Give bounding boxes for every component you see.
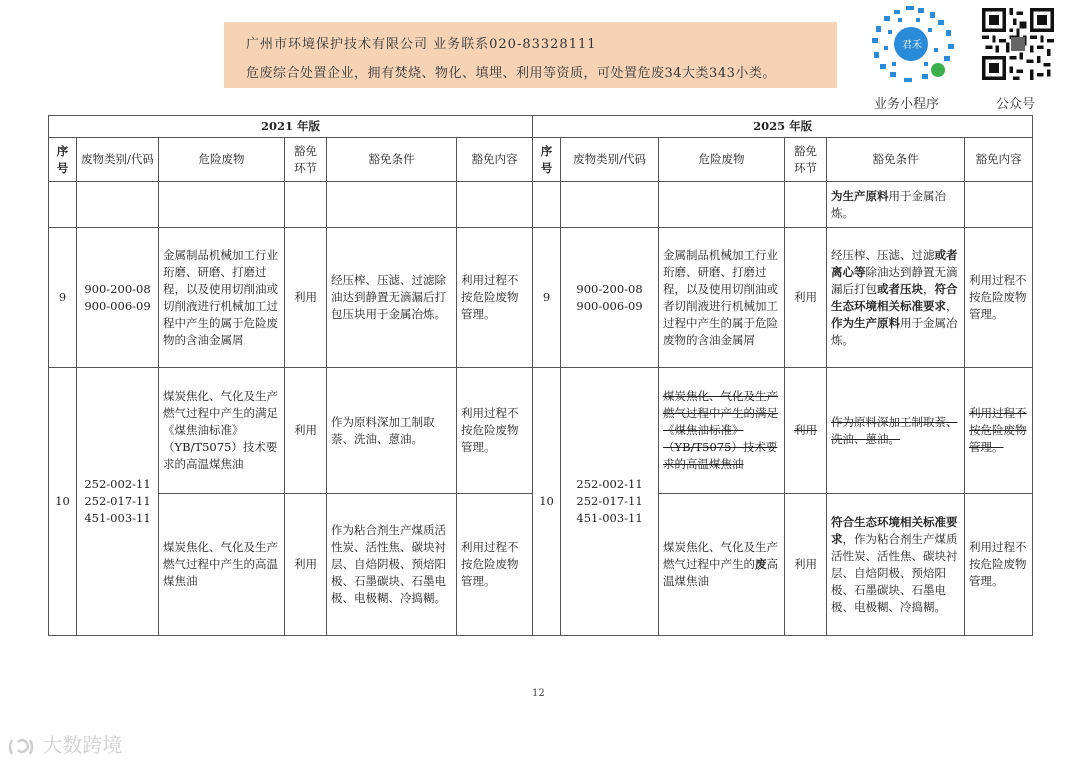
- miniprogram-caption: 业务小程序: [874, 97, 940, 112]
- row9-waste-2021: 金属制品机械加工行业珩磨、研磨、打磨过程，以及使用切削油或切削液进行机械加工过程中产生的属于危险废物的含油金属屑: [159, 228, 285, 368]
- col-header-no: 序号: [533, 138, 561, 182]
- exemption-comparison-table: [48, 115, 1033, 636]
- banner-description-line: 危废综合处置企业，拥有焚烧、物化、填埋、利用等资质，可处置危废34大类343小类。: [246, 66, 776, 81]
- row9-content-2021: 利用过程不按危险废物管理。: [457, 228, 533, 368]
- row9-stage-2021: 利用: [285, 228, 327, 368]
- col-header-content: 豁免内容: [965, 138, 1033, 182]
- row10-no-2025: 10: [533, 368, 561, 636]
- row9-no-2025: 9: [533, 228, 561, 368]
- group-header-2021: 2021 年版: [49, 116, 533, 138]
- company-banner: [224, 22, 837, 88]
- row9-no-2021: 9: [49, 228, 77, 368]
- row9-condition-2025: 经压榨、压滤、过滤或者离心等除油达到静置无滴漏后打包或者压块，符合生态环境相关标准要求，作为生产原料用于金属冶炼。: [827, 228, 965, 368]
- row10a-condition-2021: 作为原料深加工制取萘、洗油、蒽油。: [327, 368, 457, 494]
- row10a-condition-2025-deleted: 作为原料深加工制取萘、洗油、蒽油。: [827, 368, 965, 494]
- row10a-waste-2025-deleted: 煤炭焦化、气化及生产燃气过程中产生的满足《煤焦油标准》（YB/T5075）技术要求的高温煤焦油: [659, 368, 785, 494]
- col-header-stage: 豁免环节: [785, 138, 827, 182]
- row10a-content-2021: 利用过程不按危险废物管理。: [457, 368, 533, 494]
- row10-code-2021: 252-002-11 252-017-11 451-003-11: [77, 368, 159, 636]
- continuation-condition: 为生产原料用于金属冶炼。: [827, 182, 965, 228]
- row10-no-2021: 10: [49, 368, 77, 636]
- row9-condition-2021: 经压榨、压滤、过滤除油达到静置无滴漏后打包压块用于金属冶炼。: [327, 228, 457, 368]
- col-header-no: 序号: [49, 138, 77, 182]
- table-row-9: [49, 228, 1033, 368]
- page-number: 12: [532, 688, 545, 699]
- col-header-condition: 豁免条件: [827, 138, 965, 182]
- col-header-condition: 豁免条件: [327, 138, 457, 182]
- row10-code-2025: 252-002-11 252-017-11 451-003-11: [561, 368, 659, 636]
- row10b-waste-2025: 煤炭焦化、气化及生产燃气过程中产生的废高温煤焦油: [659, 494, 785, 636]
- row10b-condition-2025: 符合生态环境相关标准要求，作为粘合剂生产煤质活性炭、活性焦、碳块衬层、自焙阴极、预焙阳极、石墨碳块、石墨电极、电极糊、冷捣糊。: [827, 494, 965, 636]
- official-account-caption: 公众号: [996, 97, 1036, 112]
- col-header-waste: 危险废物: [659, 138, 785, 182]
- miniprogram-logo-text: 君禾: [902, 40, 922, 51]
- row9-content-2025: 利用过程不按危险废物管理。: [965, 228, 1033, 368]
- banner-contact-line: 广州市环境保护技术有限公司 业务联系020-83328111: [246, 37, 597, 52]
- table-row-continuation: [49, 182, 1033, 228]
- watermark-logo-icon: [8, 736, 36, 758]
- row9-waste-2025: 金属制品机械加工行业珩磨、研磨、打磨过程，以及使用切削油或者切削液进行机械加工过程中产生的属于危险废物的含油金属屑: [659, 228, 785, 368]
- row9-code-2021: 900-200-08 900-006-09: [77, 228, 159, 368]
- row9-code-2025: 900-200-08 900-006-09: [561, 228, 659, 368]
- watermark: [8, 729, 122, 758]
- row10b-content-2021: 利用过程不按危险废物管理。: [457, 494, 533, 636]
- col-header-code: 废物类别/代码: [561, 138, 659, 182]
- row10a-content-2025-deleted: 利用过程不按危险废物管理。: [965, 368, 1033, 494]
- row10b-content-2025: 利用过程不按危险废物管理。: [965, 494, 1033, 636]
- official-account-qr-icon: [982, 8, 1054, 80]
- row10b-condition-2021: 作为粘合剂生产煤质活性炭、活性焦、碳块衬层、自焙阴极、预焙阳极、石墨碳块、石墨电极、电极糊、冷捣糊。: [327, 494, 457, 636]
- watermark-text: 大数跨境: [42, 733, 123, 757]
- table-group-header-row: [49, 116, 1033, 138]
- row9-stage-2025: 利用: [785, 228, 827, 368]
- col-header-stage: 豁免环节: [285, 138, 327, 182]
- col-header-code: 废物类别/代码: [77, 138, 159, 182]
- group-header-2025: 2025 年版: [533, 116, 1033, 138]
- row10a-stage-2021: 利用: [285, 368, 327, 494]
- table-column-header-row: [49, 138, 1033, 182]
- table-row-10a: [49, 368, 1033, 494]
- col-header-waste: 危险废物: [159, 138, 285, 182]
- col-header-content: 豁免内容: [457, 138, 533, 182]
- row10b-stage-2021: 利用: [285, 494, 327, 636]
- row10a-stage-2025-deleted: 利用: [785, 368, 827, 494]
- row10a-waste-2021: 煤炭焦化、气化及生产燃气过程中产生的满足《煤焦油标准》（YB/T5075）技术要求的高温煤焦油: [159, 368, 285, 494]
- row10b-stage-2025: 利用: [785, 494, 827, 636]
- row10b-waste-2021: 煤炭焦化、气化及生产燃气过程中产生的高温煤焦油: [159, 494, 285, 636]
